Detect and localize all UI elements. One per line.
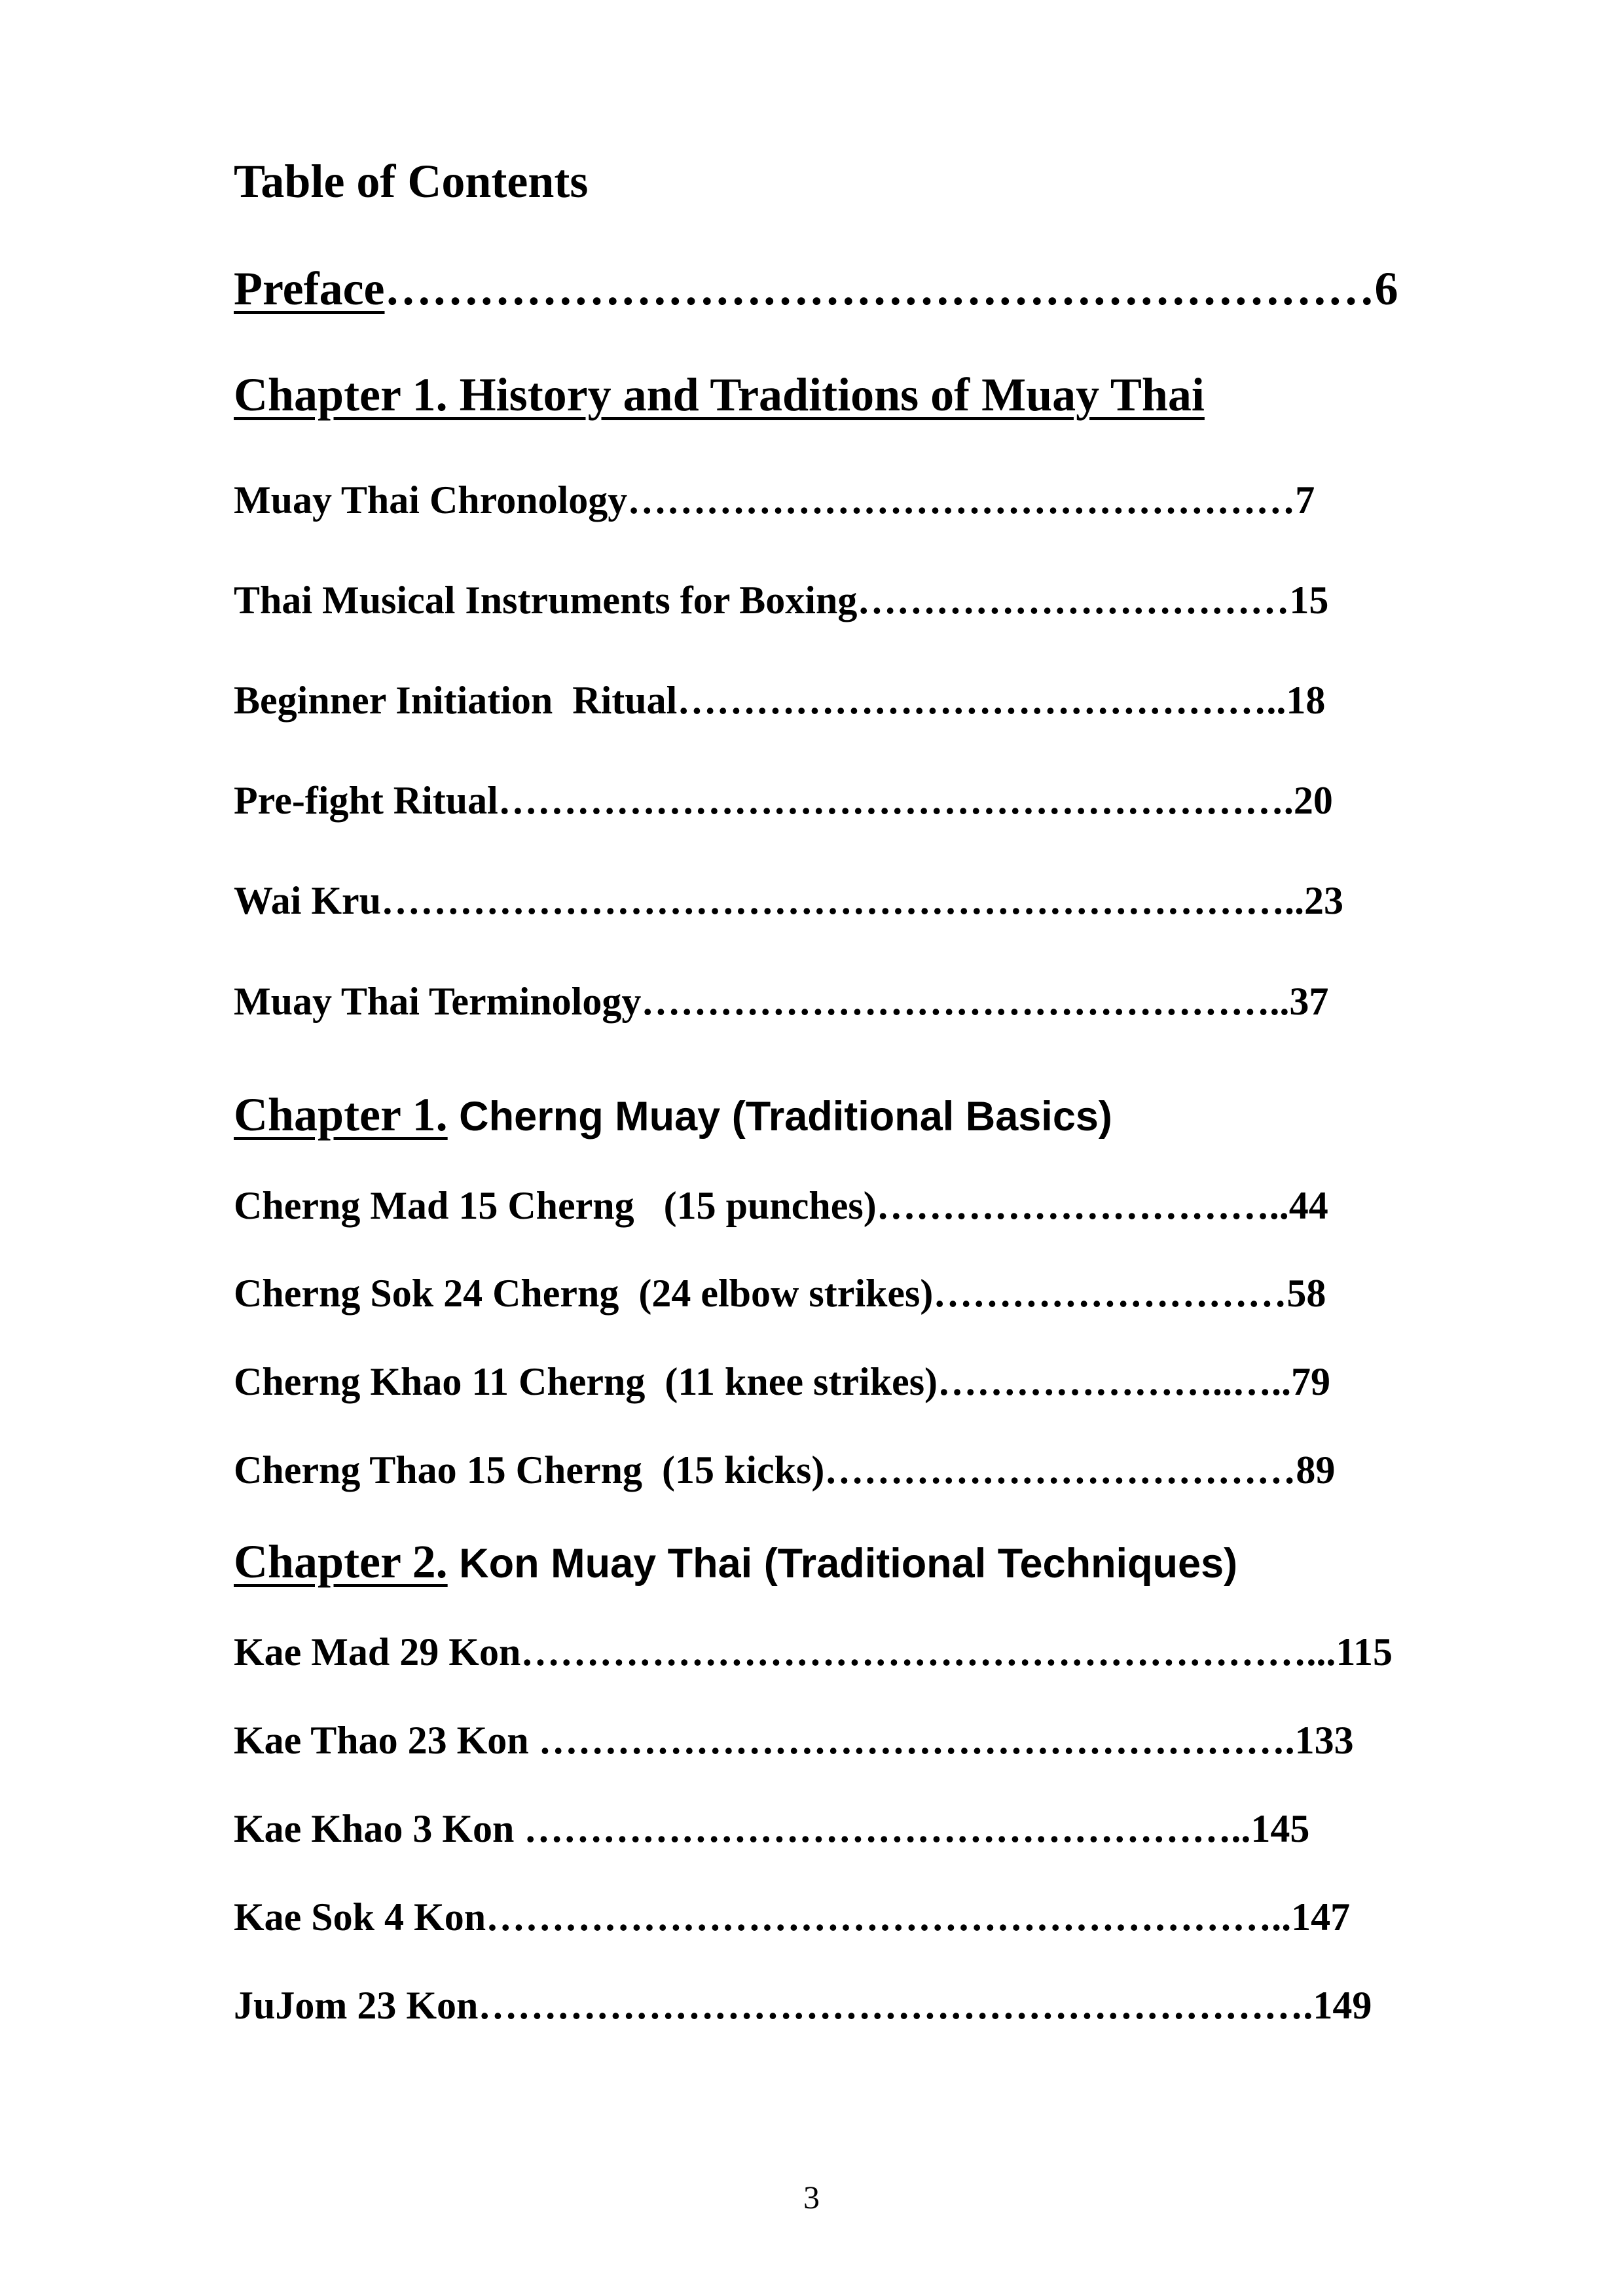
toc-entry: JuJom 23 Kon……………………………………………………….149: [234, 1984, 1372, 2027]
chapter-heading-basics: [234, 1088, 1112, 1142]
chapter-label: Chapter 2.: [234, 1535, 448, 1588]
toc-entry-preface: [234, 262, 1398, 316]
toc-entry: Muay Thai Chronology……………………………………………7: [234, 478, 1315, 522]
chapter-heading-history: Chapter 1. History and Traditions of Muay Thai: [234, 368, 1205, 421]
chapter-label: Chapter 1.: [234, 1088, 448, 1141]
preface-link: Preface: [234, 262, 385, 315]
toc-entry: Kae Thao 23 Kon ………………………………………………….133: [234, 1719, 1354, 1762]
toc-entry: Beginner Initiation Ritual………………………………………..18: [234, 679, 1326, 722]
toc-entry: Cherng Mad 15 Cherng (15 punches)…………………………..44: [234, 1184, 1328, 1227]
toc-title: Table of Contents: [234, 155, 589, 207]
chapter-subtitle: Cherng Muay (Traditional Basics): [447, 1094, 1112, 1139]
toc-entry: Pre-fight Ritual…………………………………………………….20: [234, 779, 1333, 822]
toc-entry: Kae Sok 4 Kon……………………………………………………..147: [234, 1895, 1351, 1939]
preface-leader-page: ………………………………………………………6: [384, 262, 1398, 315]
toc-entry: Kae Khao 3 Kon ………………………………………………..145: [234, 1807, 1310, 1850]
toc-entry: Cherng Sok 24 Cherng (24 elbow strikes)………………………58: [234, 1272, 1326, 1315]
page-number: 3: [803, 2179, 820, 2215]
chapter-heading-techniques: [234, 1535, 1237, 1589]
toc-entry: Cherng Thao 15 Cherng (15 kicks)………………………………89: [234, 1448, 1336, 1492]
toc-entry: Thai Musical Instruments for Boxing……………………………15: [234, 579, 1329, 622]
toc-entry: Wai Kru……………………………………………………………..23: [234, 879, 1344, 922]
toc-entry: Cherng Khao 11 Cherng (11 knee strikes)…………………..…..79: [234, 1360, 1331, 1403]
toc-entry: Kae Mad 29 Kon……………………………………………………...115: [234, 1630, 1393, 1674]
chapter-subtitle: Kon Muay Thai (Traditional Techniques): [447, 1541, 1238, 1587]
toc-entry: Muay Thai Terminology…………………………………………..37: [234, 980, 1329, 1023]
